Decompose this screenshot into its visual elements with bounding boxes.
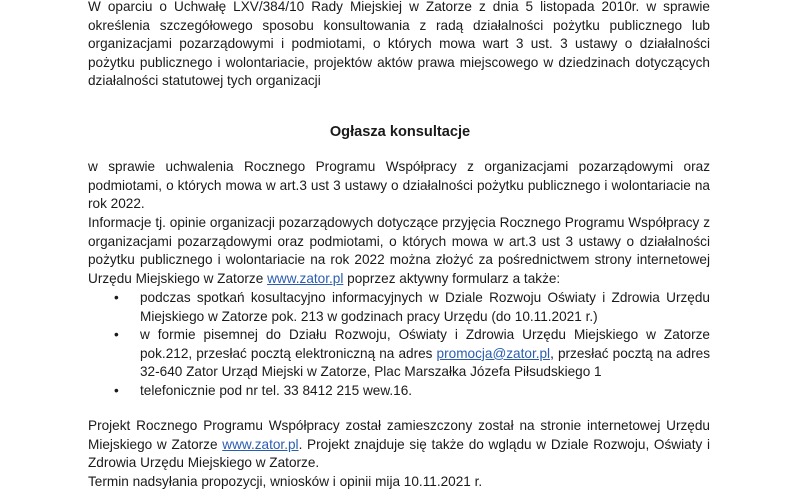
intro-paragraph: W oparciu o Uchwałę LXV/384/10 Rady Miejskiej w Zatorze z dnia 5 listopada 2010r. w sprawie określenia szczegółowego sposobu konsultowania z radą działalności pożytku publicznego lub organizacjami pozarządowymi i podmiotami, o których mowa wart 3 ust. 3 ustawy o działalności pożytku publicznego i wolontariacie, projektów aktów prawa miejscowego w dziedzinach dotyczących działalności statutowej tych organizacji [88,0,710,89]
project-text-after: . Projekt znajduje się także do wglądu w Dziale Rozwoju, Oświaty i Zdrowia Urzędu Miejskiego w Zatorze. [88,436,710,471]
list-item-text: telefonicznie pod nr tel. 33 8412 215 wew.16. [140,382,413,398]
list-item-text: podczas spotkań kosultacyjno informacyjnych w Dziale Rozwoju Oświaty i Zdrowia Urzędu Miejskiego w Zatorze pok. 213 w godzinach pracy Urzędu (do 10.11.2021 r.) [140,290,710,324]
subject-paragraph: w sprawie uchwalenia Rocznego Programu Współpracy z organizacjami pozarządowymi oraz podmiotami, o których mowa w art.3 ust 3 ustawy o działalności pożytku publicznego i wolontariacie na rok 2022. [88,159,710,212]
info-text-after: poprzez aktywny formularz a także: [343,270,561,286]
website-link[interactable]: www.zator.pl [222,436,299,452]
bullet-icon: • [114,327,119,343]
info-text-before: Informacje tj. opinie organizacji pozarządowych dotyczące przyjęcia Rocznego Programu Współpracy z organizacjami pozarządowymi oraz podmiotami, o których mowa w art.3 ust 3 ustawy o działalności pożytku publicznego i wolontariacie na rok 2022 można złożyć za pośrednictwem strony internetowej Urzędu Miejskiego w Zatorze [88,215,710,286]
bullet-icon: • [114,382,119,398]
list-item [88,289,710,326]
project-text-before: Projekt Rocznego Programu Współpracy został zamieszczony został na stronie internetowej Urzędu Miejskiego w Zatorze [88,418,710,452]
contact-methods-list [88,289,710,401]
list-item [88,326,710,382]
website-link[interactable]: www.zator.pl [267,270,344,286]
list-item-text: w formie pisemnej do Działu Rozwoju, Oświaty i Zdrowia Urzędu Miejskiego w Zatorze pok.212, przesłać pocztą elektroniczną na adres [140,327,710,361]
announcement-heading: Ogłasza konsultacje [329,124,471,140]
list-item [88,382,710,401]
bullet-icon: • [114,290,119,305]
project-paragraph [88,417,710,473]
info-paragraph [88,214,710,288]
deadline-paragraph: Termin nadsyłania propozycji, wniosków i opinii mija 10.11.2021 r. [88,474,483,489]
email-link[interactable]: promocja@zator.pl [436,345,551,361]
list-item-text-after: , przesłać pocztą na adres 32-640 Zator Urząd Miejski w Zatorze, Plac Marszałka Józefa Piłsudskiego 1 [140,345,710,380]
